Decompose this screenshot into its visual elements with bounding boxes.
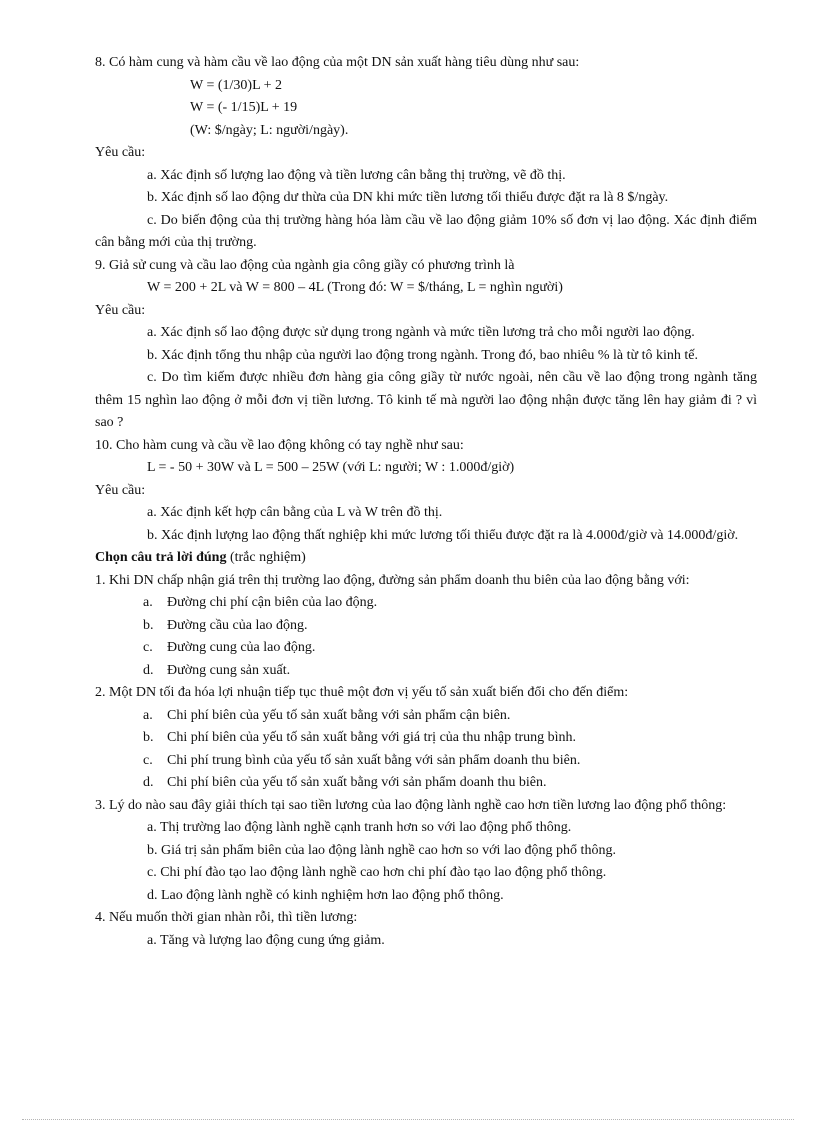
question-10-part-a: a. Xác định kết hợp cân bằng của L và W trên đồ thị. — [147, 505, 443, 520]
mc-question-4-stem: 4. Nếu muốn thời gian nhàn rỗi, thì tiền lương: — [95, 910, 358, 925]
mc-question-2-option-a: a. Chi phí biên của yếu tố sản xuất bằng với sản phẩm cận biên. — [143, 707, 511, 723]
mc-question-1-option-a: a. Đường chi phí cận biên của lao động. — [143, 595, 378, 610]
mc-question-2-option-b: b. Chi phí biên của yếu tố sản xuất bằng với giá trị của thu nhập trung bình. — [143, 730, 577, 745]
mc-question-2-option-c: c. Chi phí trung bình của yếu tố sản xuất bằng với sản phẩm doanh thu biên. — [143, 752, 581, 768]
demand-equation: W = (- 1/15)L + 19 — [190, 100, 298, 115]
requirement-label: Yêu cầu: — [95, 482, 146, 498]
mc-question-1-stem: 1. Khi DN chấp nhận giá trên thị trường lao động, đường sản phẩm doanh thu biên của lao động bằng với: — [95, 572, 690, 588]
supply-equation: W = (1/30)L + 2 — [190, 77, 282, 93]
document-page — [95, 52, 757, 952]
mc-question-3-option-c: c. Chi phí đào tạo lao động lành nghề cao hơn chi phí đào tạo lao động phổ thông. — [147, 865, 607, 880]
mc-question-3-option-a: a. Thị trường lao động lành nghề cạnh tranh hơn so với lao động phổ thông. — [147, 820, 572, 835]
requirement-label: Yêu cầu: — [95, 145, 146, 160]
question-9-title: 9. Giả sử cung và cầu lao động của ngành gia công giầy có phương trình là — [95, 257, 515, 273]
mc-question-4-option-a: a. Tăng và lượng lao động cung ứng giảm. — [147, 932, 385, 948]
heading-bold: Chọn câu trả lời đúng — [95, 550, 227, 565]
requirement-label: Yêu cầu: — [95, 302, 146, 318]
question-10-part-b: b. Xác định lượng lao động thất nghiệp khi mức lương tối thiểu được đặt ra là 4.000đ/giờ và 14.000đ/giờ. — [147, 527, 739, 543]
mc-question-2-option-d: d. Chi phí biên của yếu tố sản xuất bằng với sản phẩm doanh thu biên. — [143, 775, 547, 790]
question-9-part-a: a. Xác định số lao động được sử dụng trong ngành và mức tiền lương trả cho mỗi người lao động. — [147, 325, 695, 340]
units-note: (W: $/ngày; L: người/ngày). — [190, 122, 349, 138]
question-9-part-c: c. Do tìm kiếm được nhiều đơn hàng gia công giầy từ nước ngoài, nên cầu về lao động trong ngành tăng thêm 15 nghìn lao động ở mỗi đơn vị tiền lương. Tô kinh tế mà người lao động nhận được tăng lên hay giảm đi ? vì sao ? — [95, 370, 757, 430]
mc-question-2-stem: 2. Một DN tối đa hóa lợi nhuận tiếp tục thuê một đơn vị yếu tố sản xuất biến đổi cho đến điểm: — [95, 685, 629, 700]
heading-rest: (trắc nghiệm) — [226, 550, 306, 565]
question-8-title: 8. Có hàm cung và hàm cầu về lao động của một DN sản xuất hàng tiêu dùng như sau: — [95, 55, 580, 70]
multiple-choice-heading — [95, 547, 757, 570]
page-bottom-border — [22, 1119, 794, 1120]
question-8-part-c: c. Do biến động của thị trường hàng hóa làm cầu về lao động giảm 10% số đơn vị lao động. Xác định điểm cân bằng mới của thị trường. — [95, 212, 757, 250]
question-8-part-a: a. Xác định số lượng lao động và tiền lương cân bằng thị trường, vẽ đồ thị. — [147, 167, 566, 183]
mc-question-3-stem: 3. Lý do nào sau đây giải thích tại sao tiền lương của lao động lành nghề cao hơn tiền lương lao động phổ thông: — [95, 797, 727, 813]
mc-question-3-option-d: d. Lao động lành nghề có kinh nghiệm hơn lao động phổ thông. — [147, 887, 504, 903]
mc-question-1-option-d: d. Đường cung sản xuất. — [143, 662, 291, 678]
question-8-part-b: b. Xác định số lao động dư thừa của DN khi mức tiền lương tối thiểu được đặt ra là 8 $/ngày. — [147, 190, 669, 205]
mc-question-1-option-b: b. Đường cầu của lao động. — [143, 617, 308, 633]
question-9-equations: W = 200 + 2L và W = 800 – 4L (Trong đó: W = $/tháng, L = nghìn người) — [147, 280, 563, 295]
question-10-equations: L = - 50 + 30W và L = 500 – 25W (với L: người; W : 1.000đ/giờ) — [147, 460, 515, 475]
question-9-part-b: b. Xác định tổng thu nhập của người lao động trong ngành. Trong đó, bao nhiêu % là từ tô kinh tế. — [147, 347, 699, 363]
question-10-title: 10. Cho hàm cung và cầu về lao động không có tay nghề như sau: — [95, 437, 464, 453]
mc-question-1-option-c: c. Đường cung của lao động. — [143, 640, 316, 655]
mc-question-3-option-b: b. Giá trị sản phẩm biên của lao động lành nghề cao hơn so với lao động phổ thông. — [147, 842, 616, 858]
